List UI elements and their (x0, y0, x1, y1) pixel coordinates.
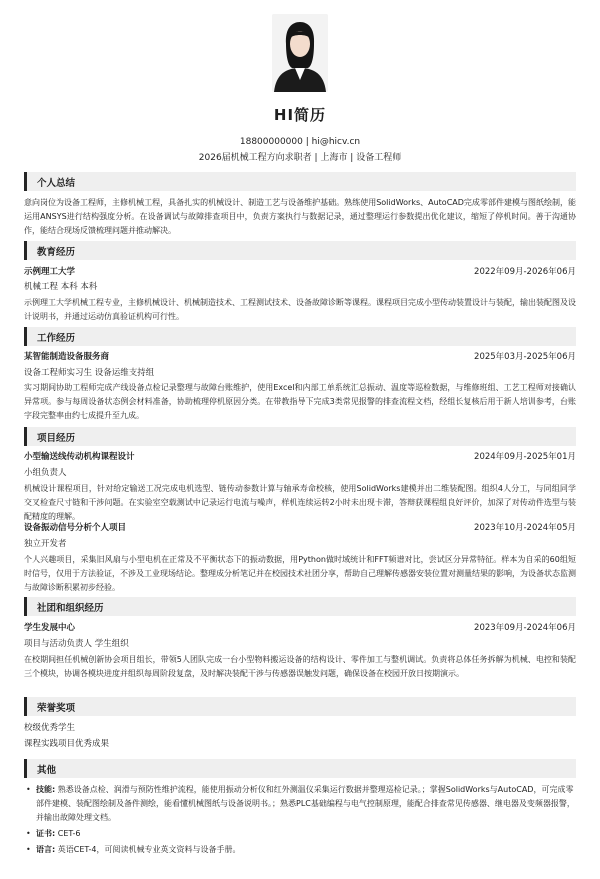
project-name: 小型输送线传动机构课程设计 (24, 452, 135, 462)
section-accent (24, 241, 27, 260)
project-description: 个人兴趣项目，采集旧风扇与小型电机在正常及不平衡状态下的振动数据，用Python做时域统计和FFT频谱对比，尝试区分异常特征。样本为自采的60组短时信号，仅用于方法验证，不涉及工业现场结论。整理成分析笔记并在校园技术社团分享，帮助自己理解传感器安装位置对测量结果的影响，为设备状态监测与故障诊断积累初步经验。 (24, 555, 576, 592)
contact-info (0, 134, 600, 166)
item-text: CET-6 (57, 829, 81, 838)
activity-role: 项目与活动负责人 学生组织 (24, 639, 129, 649)
project-role: 小组负责人 (24, 468, 67, 478)
activity-date: 2023年09月-2024年06月 (474, 623, 576, 633)
work-role: 设备工程师实习生 设备运维支持组 (24, 368, 155, 378)
contact-line: 18800000000 | hi@hicv.cn (239, 137, 361, 147)
section-header-activities (24, 597, 576, 616)
section-title: 工作经历 (37, 333, 76, 344)
work-date: 2025年03月-2025年06月 (474, 352, 576, 362)
section-title: 其他 (37, 765, 57, 776)
work-description: 实习期间协助工程师完成产线设备点检记录整理与故障台账维护，使用Excel和内部工单系统汇总振动、温度等巡检数据，与维修班组、工艺工程师对接确认异常项。参与每周设备状态例会材料准备，协助梳理停机原因分类。在带教指导下完成3类常见报警的排查流程文档，经组长复核后用于新人培训参考，台账字段完整率由约七成提升至九成。 (24, 383, 576, 420)
section-header-honors (24, 697, 576, 716)
section-accent (24, 172, 27, 191)
section-header-work (24, 327, 576, 346)
honor-item: 课程实践项目优秀成果 (24, 739, 110, 749)
skills-item (24, 783, 576, 825)
section-header-projects (24, 427, 576, 446)
section-title: 荣誉奖项 (37, 703, 76, 714)
school-name: 示例理工大学 (24, 267, 76, 277)
education-major: 机械工程 本科 本科 (24, 282, 98, 292)
project-date: 2024年09月-2025年01月 (474, 452, 576, 462)
activity-description: 在校期间担任机械创新协会项目组长，带领5人团队完成一台小型物料搬运设备的结构设计、零件加工与整机调试。负责将总体任务拆解为机械、电控和装配三个模块，协调各模块进度并组织每周阶段复盘，及时解决装配干涉与传感器误触发问题，确保设备在校园开放日按期演示。 (24, 655, 576, 678)
section-accent (24, 427, 27, 446)
section-header-summary (24, 172, 576, 191)
project-date: 2023年10月-2024年05月 (474, 523, 576, 533)
language-item (24, 843, 576, 857)
section-accent (24, 597, 27, 616)
section-title: 社团和组织经历 (37, 603, 104, 614)
certificate-item (24, 827, 576, 841)
organization-name: 学生发展中心 (24, 623, 76, 633)
job-intent-line: 2026届机械工程方向求职者 | 上海市 | 设备工程师 (198, 153, 402, 163)
section-title: 项目经历 (37, 433, 76, 444)
section-accent (24, 759, 27, 778)
education-date: 2022年09月-2026年06月 (474, 267, 576, 277)
section-accent (24, 697, 27, 716)
summary-text: 意向岗位为设备工程师，主修机械工程，具备扎实的机械设计、制造工艺与设备维护基础。熟练使用SolidWorks、AutoCAD完成零部件建模与图纸绘制，能运用ANSYS进行结构强度分析。在设备调试与故障排查项目中，负责方案执行与数据记录，通过整理运行参数提出优化建议，缩短了停机时间。善于沟通协作，能结合现场反馈梳理问题并推动解决。 (24, 198, 576, 235)
section-title: 教育经历 (37, 247, 76, 258)
avatar (272, 14, 328, 92)
portrait-photo (272, 14, 328, 92)
honor-item: 校级优秀学生 (24, 723, 76, 733)
item-text: 熟悉设备点检、润滑与预防性维护流程，能使用振动分析仪和红外测温仪采集运行数据并整理巡检记录。；掌握SolidWorks与AutoCAD，可完成零部件建模、装配图绘制及备件测绘，能看懂机械图纸与设备说明书。；熟悉PLC基础编程与电气控制原理，能配合排查常见传感器、继电器及变频器报警，并输出故障处理文档。 (36, 785, 575, 822)
item-label: 证书: (36, 829, 56, 838)
item-label: 技能: (36, 785, 56, 794)
section-title: 个人总结 (37, 178, 76, 189)
education-description: 示例理工大学机械工程专业，主修机械设计、机械制造技术、工程测试技术、设备故障诊断等课程。课程项目完成小型传动装置设计与装配，输出装配图及设计说明书，并通过运动仿真验证机构可行性。 (24, 298, 576, 321)
section-header-education (24, 241, 576, 260)
project-role: 独立开发者 (24, 539, 67, 549)
item-text: 英语CET-4，可阅读机械专业英文资料与设备手册。 (57, 845, 241, 854)
company-name: 某智能制造设备服务商 (24, 352, 110, 362)
project-description: 机械设计课程项目，针对给定输送工况完成电机选型、链传动参数计算与轴承寿命校核，使用SolidWorks建模并出二维装配图。组织4人分工，与同组同学交叉检查尺寸链和干涉问题。在实验室空载测试中记录运行电流与噪声，样机连续运转2小时未出现卡滞，答辩获课程组良好评价，加深了对传动件选型与装配精度的理解。 (24, 484, 576, 521)
resume-name: HI简历 (273, 106, 327, 124)
other-list (24, 783, 576, 859)
item-label: 语言: (36, 845, 56, 854)
section-header-other (24, 759, 576, 778)
project-name: 设备振动信号分析个人项目 (24, 523, 127, 533)
section-accent (24, 327, 27, 346)
